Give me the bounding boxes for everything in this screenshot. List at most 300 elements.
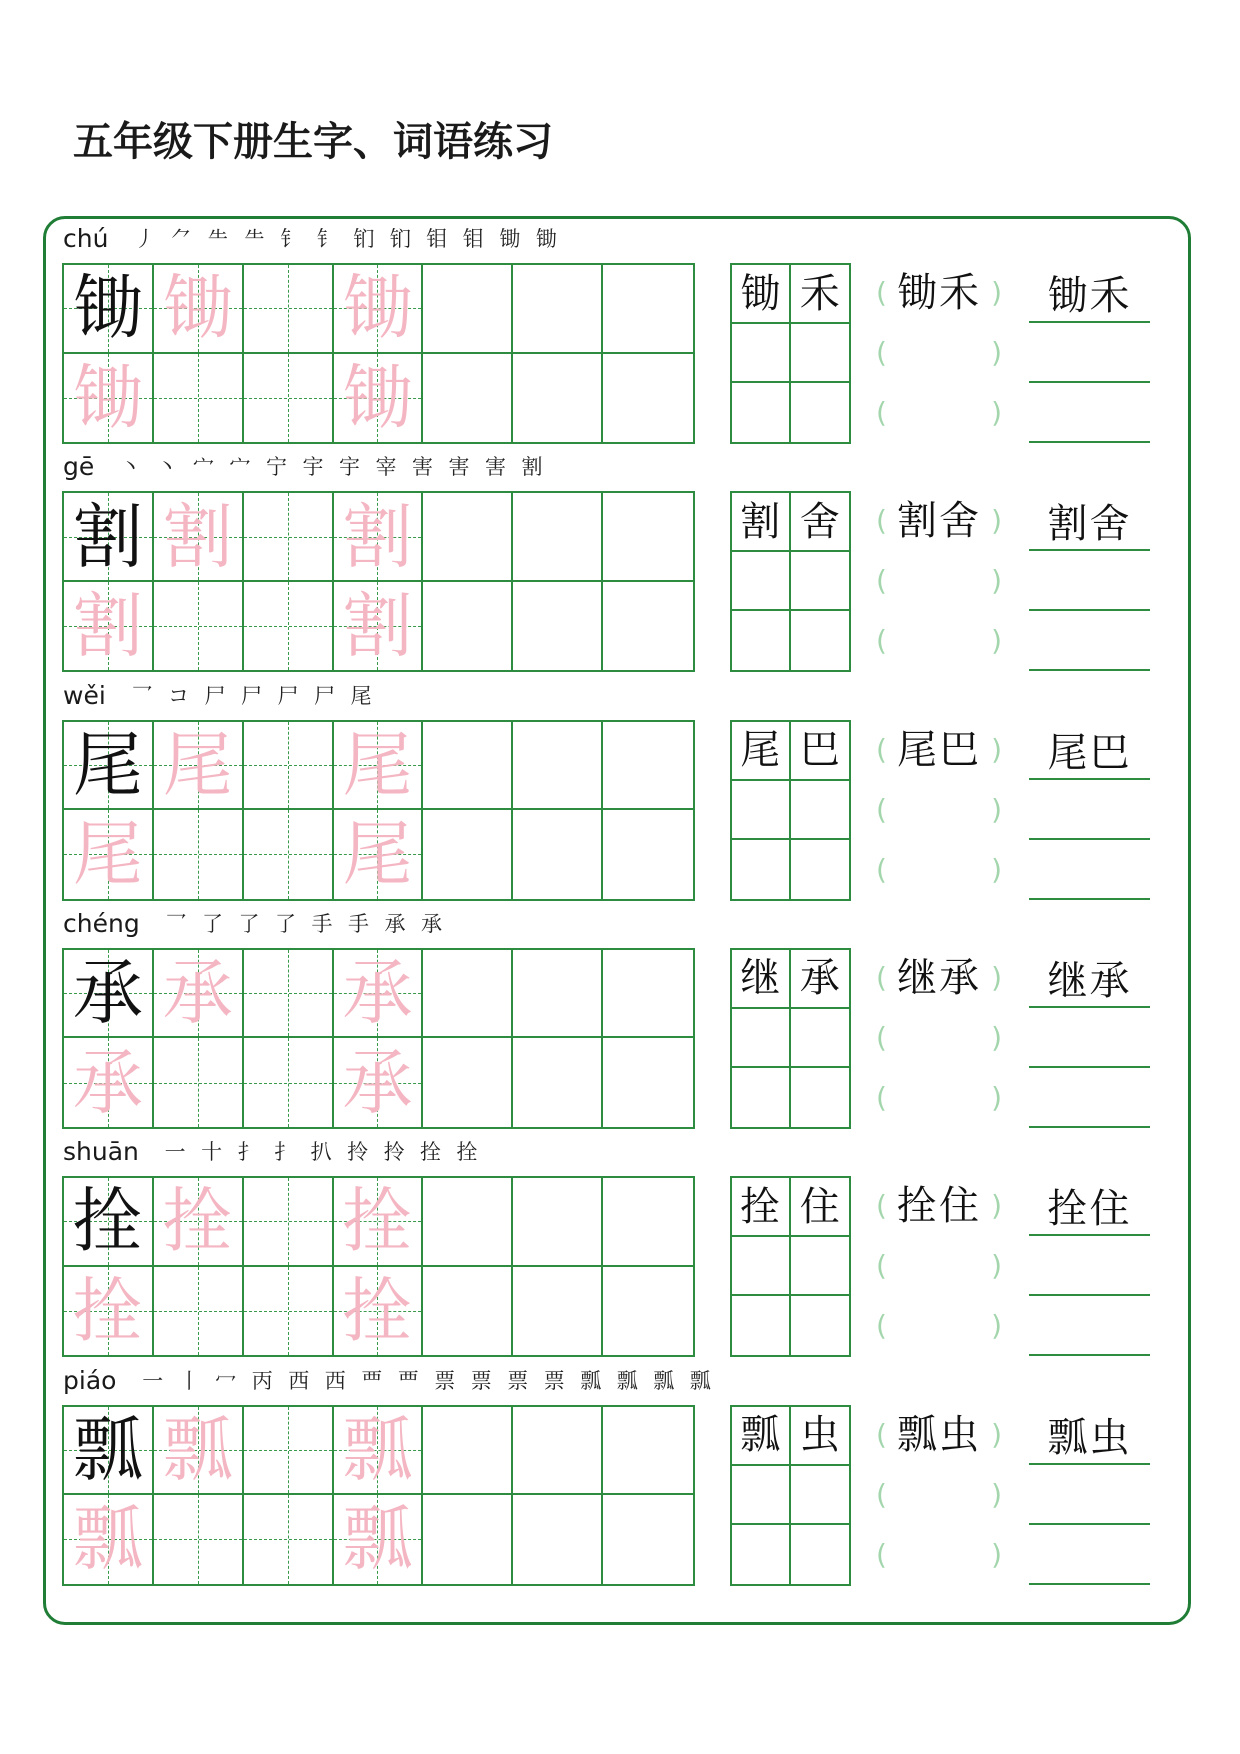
stroke-step: コ bbox=[168, 683, 190, 708]
stroke-step: 瓢 bbox=[689, 1368, 711, 1393]
word-bracket-row bbox=[872, 491, 1006, 551]
grid-cell bbox=[154, 950, 244, 1039]
stroke-step: 丙 bbox=[251, 1368, 273, 1393]
stroke-step: ⺧ bbox=[243, 227, 265, 251]
grid-cell bbox=[334, 1038, 424, 1127]
grid-cell bbox=[64, 1178, 154, 1267]
word-underline-row bbox=[1029, 1465, 1150, 1525]
grid-cell bbox=[334, 810, 424, 899]
stroke-order-sequence bbox=[124, 683, 380, 709]
word-bracket-row bbox=[872, 1405, 1006, 1465]
word-underline-row bbox=[1029, 1405, 1150, 1465]
stroke-step: 害 bbox=[448, 455, 470, 480]
grid-cell bbox=[513, 950, 603, 1039]
stroke-step: 扌 bbox=[274, 1140, 296, 1165]
tracing-grid bbox=[62, 948, 695, 1129]
word-bracket-column bbox=[872, 1176, 1006, 1357]
page-title: 五年级下册生字、词语练习 bbox=[73, 119, 553, 165]
word-bracket-row bbox=[872, 323, 1006, 383]
grid-cell bbox=[513, 1407, 603, 1496]
bracket-open: ( bbox=[876, 960, 887, 994]
practice-section bbox=[0, 454, 1240, 676]
word-grid bbox=[730, 491, 851, 672]
grid-cell bbox=[513, 265, 603, 354]
stroke-step: 手 bbox=[347, 911, 369, 936]
word-grid-cell bbox=[791, 1009, 850, 1068]
bracket-close: ) bbox=[991, 1020, 1002, 1054]
grid-cell bbox=[64, 1495, 154, 1584]
stroke-step: 丿 bbox=[134, 227, 156, 251]
word-bracket-row bbox=[872, 948, 1006, 1008]
stroke-step: 瓢 bbox=[580, 1368, 602, 1393]
stroke-step: 钅 bbox=[280, 227, 302, 251]
stroke-step: 乛 bbox=[131, 683, 153, 708]
grid-cell bbox=[244, 1178, 334, 1267]
bracket-word-text: 拴住 bbox=[897, 1183, 981, 1230]
pinyin-row bbox=[63, 908, 450, 938]
bracket-open: ( bbox=[876, 852, 887, 886]
grid-cell bbox=[603, 810, 693, 899]
grid-cell bbox=[423, 810, 513, 899]
grid-cell bbox=[154, 354, 244, 443]
stroke-step: 丶 bbox=[120, 455, 141, 480]
grid-cell bbox=[244, 493, 334, 582]
trace-character: 承 bbox=[342, 952, 413, 1035]
grid-cell bbox=[334, 1267, 424, 1356]
grid-cell bbox=[603, 1178, 693, 1267]
grid-cell bbox=[513, 1495, 603, 1584]
word-underline-row bbox=[1029, 611, 1150, 671]
grid-cell bbox=[244, 722, 334, 811]
bracket-close: ) bbox=[991, 564, 1002, 598]
stroke-step: 尾 bbox=[350, 683, 372, 708]
bracket-open: ( bbox=[876, 1189, 887, 1223]
stroke-step: 锄 bbox=[535, 227, 557, 251]
trace-character: 瓢 bbox=[162, 1408, 233, 1491]
stroke-step: 钼 bbox=[426, 227, 448, 251]
practice-section bbox=[0, 908, 1240, 1133]
bracket-word-text: 继承 bbox=[897, 954, 981, 1001]
grid-cell bbox=[244, 1495, 334, 1584]
stroke-step: 丶 bbox=[156, 455, 178, 480]
trace-character: 割 bbox=[342, 495, 413, 578]
stroke-step: 钅 bbox=[316, 227, 338, 251]
stroke-step: 宇 bbox=[339, 455, 360, 480]
grid-cell bbox=[423, 582, 513, 671]
pinyin-label: chú bbox=[63, 224, 109, 253]
word-grid-cell bbox=[791, 611, 850, 670]
pinyin-row bbox=[63, 1365, 718, 1395]
word-bracket-column bbox=[872, 948, 1006, 1129]
stroke-order-sequence bbox=[134, 1368, 718, 1394]
grid-cell bbox=[603, 582, 693, 671]
bracket-open: ( bbox=[876, 276, 887, 309]
word-grid bbox=[730, 720, 851, 901]
stroke-step: 扌 bbox=[237, 1140, 259, 1165]
grid-cell bbox=[423, 950, 513, 1039]
bracket-open: ( bbox=[876, 396, 887, 429]
trace-character: 尾 bbox=[342, 813, 413, 896]
bracket-open: ( bbox=[876, 732, 887, 766]
grid-cell bbox=[423, 722, 513, 811]
grid-cell bbox=[334, 722, 424, 811]
bracket-open: ( bbox=[876, 1080, 887, 1114]
grid-cell bbox=[154, 265, 244, 354]
word-bracket-row bbox=[872, 840, 1006, 900]
stroke-order-sequence bbox=[112, 454, 550, 480]
word-underline-row bbox=[1029, 1008, 1150, 1068]
bracket-close: ) bbox=[991, 1417, 1002, 1451]
grid-cell bbox=[154, 1495, 244, 1584]
word-underline-row bbox=[1029, 948, 1150, 1008]
stroke-step: 票 bbox=[543, 1368, 565, 1393]
word-grid-cell bbox=[791, 324, 850, 383]
word-underline-row bbox=[1029, 1236, 1150, 1296]
word-underline-column bbox=[1029, 1405, 1150, 1586]
word-underline-row bbox=[1029, 780, 1150, 840]
stroke-step: 了 bbox=[274, 911, 296, 936]
stroke-step: 害 bbox=[412, 455, 433, 480]
word-underline-column bbox=[1029, 263, 1150, 444]
stroke-step: 尸 bbox=[314, 683, 336, 708]
trace-character: 承 bbox=[162, 952, 233, 1035]
stroke-order-sequence bbox=[157, 1139, 486, 1165]
grid-cell bbox=[423, 354, 513, 443]
grid-cell bbox=[244, 950, 334, 1039]
grid-cell bbox=[334, 265, 424, 354]
grid-cell bbox=[423, 1178, 513, 1267]
underline-word-text: 继承 bbox=[1047, 957, 1132, 1004]
underline-word-text: 尾巴 bbox=[1047, 729, 1132, 776]
grid-cell bbox=[244, 1038, 334, 1127]
stroke-step: 了 bbox=[238, 911, 260, 936]
grid-cell bbox=[64, 1267, 154, 1356]
trace-character: 拴 bbox=[342, 1180, 413, 1263]
trace-character: 拴 bbox=[162, 1180, 233, 1263]
stroke-step: 宰 bbox=[375, 455, 397, 480]
bracket-close: ) bbox=[991, 504, 1002, 538]
grid-cell bbox=[64, 493, 154, 582]
bracket-close: ) bbox=[991, 624, 1002, 658]
grid-cell bbox=[244, 354, 334, 443]
grid-cell bbox=[64, 950, 154, 1039]
word-grid-cell: 禾 bbox=[791, 265, 850, 324]
word-bracket-row bbox=[872, 1236, 1006, 1296]
grid-cell bbox=[244, 265, 334, 354]
bracket-close: ) bbox=[991, 1537, 1002, 1571]
bracket-close: ) bbox=[991, 732, 1002, 766]
trace-character: 割 bbox=[72, 585, 143, 668]
trace-character: 尾 bbox=[342, 723, 413, 806]
word-grid bbox=[730, 1176, 851, 1357]
bracket-open: ( bbox=[876, 792, 887, 826]
word-grid-cell: 巴 bbox=[791, 722, 850, 781]
grid-cell bbox=[64, 1407, 154, 1496]
word-grid-cell bbox=[791, 1525, 850, 1584]
pinyin-label: wěi bbox=[63, 680, 106, 710]
grid-cell bbox=[154, 810, 244, 899]
grid-cell bbox=[603, 1407, 693, 1496]
grid-cell bbox=[154, 1038, 244, 1127]
stroke-step: 拴 bbox=[420, 1140, 442, 1165]
bracket-close: ) bbox=[991, 1189, 1002, 1223]
bracket-word-text: 锄禾 bbox=[897, 270, 981, 316]
word-grid-cell bbox=[732, 1237, 791, 1296]
word-bracket-column bbox=[872, 1405, 1006, 1586]
trace-character: 尾 bbox=[162, 723, 233, 806]
word-bracket-row bbox=[872, 1465, 1006, 1525]
stroke-step: 拎 bbox=[383, 1140, 405, 1165]
word-grid-cell bbox=[732, 1009, 791, 1068]
stroke-step: 承 bbox=[420, 911, 442, 936]
stroke-step: 宁 bbox=[266, 455, 287, 480]
bracket-word-text: 瓢虫 bbox=[897, 1411, 981, 1458]
bracket-close: ) bbox=[991, 396, 1002, 429]
pinyin-row bbox=[63, 680, 379, 710]
word-bracket-row bbox=[872, 1525, 1006, 1585]
bracket-open: ( bbox=[876, 1020, 887, 1054]
grid-cell bbox=[64, 354, 154, 443]
word-underline-column bbox=[1029, 491, 1150, 672]
grid-cell bbox=[334, 1178, 424, 1267]
word-grid-cell: 舍 bbox=[791, 493, 850, 552]
grid-cell bbox=[154, 493, 244, 582]
stroke-step: 承 bbox=[384, 911, 406, 936]
grid-cell bbox=[334, 582, 424, 671]
word-grid-cell bbox=[791, 1466, 850, 1525]
stroke-step: 了 bbox=[201, 911, 223, 936]
grid-cell bbox=[513, 1178, 603, 1267]
word-bracket-row bbox=[872, 263, 1006, 323]
bracket-word-text: 尾巴 bbox=[897, 726, 981, 773]
trace-character: 锄 bbox=[162, 267, 233, 350]
grid-cell bbox=[603, 265, 693, 354]
model-character: 尾 bbox=[72, 723, 143, 806]
tracing-grid bbox=[62, 1405, 695, 1586]
grid-cell bbox=[603, 1267, 693, 1356]
bracket-open: ( bbox=[876, 1477, 887, 1511]
grid-cell bbox=[154, 1178, 244, 1267]
grid-cell bbox=[334, 1495, 424, 1584]
stroke-step: 锄 bbox=[499, 227, 521, 251]
grid-cell bbox=[423, 1407, 513, 1496]
trace-character: 拴 bbox=[72, 1269, 143, 1352]
stroke-step: 拴 bbox=[456, 1140, 478, 1165]
grid-cell bbox=[603, 354, 693, 443]
word-grid-cell bbox=[732, 552, 791, 611]
grid-cell bbox=[513, 493, 603, 582]
grid-cell bbox=[423, 493, 513, 582]
grid-cell bbox=[423, 1038, 513, 1127]
stroke-step: 瓢 bbox=[616, 1368, 638, 1393]
word-grid-cell bbox=[791, 1237, 850, 1296]
pinyin-row bbox=[63, 1139, 485, 1165]
grid-cell bbox=[244, 1267, 334, 1356]
grid-cell bbox=[513, 354, 603, 443]
grid-cell bbox=[244, 810, 334, 899]
word-grid-cell: 割 bbox=[732, 493, 791, 552]
stroke-step: 票 bbox=[434, 1368, 456, 1393]
stroke-step: 西 bbox=[288, 1368, 310, 1393]
underline-word-text: 拴住 bbox=[1047, 1186, 1132, 1233]
word-bracket-row bbox=[872, 780, 1006, 840]
word-grid-cell: 虫 bbox=[791, 1407, 850, 1466]
stroke-step: 尸 bbox=[277, 683, 299, 708]
stroke-step: ⺧ bbox=[207, 227, 229, 251]
grid-cell bbox=[64, 582, 154, 671]
word-bracket-column bbox=[872, 491, 1006, 672]
word-grid bbox=[730, 263, 851, 444]
pinyin-row bbox=[63, 454, 550, 480]
stroke-step: 宇 bbox=[302, 455, 324, 480]
word-underline-row bbox=[1029, 551, 1150, 611]
grid-cell bbox=[64, 1038, 154, 1127]
grid-cell bbox=[154, 1407, 244, 1496]
word-underline-column bbox=[1029, 948, 1150, 1129]
word-underline-row bbox=[1029, 1296, 1150, 1356]
stroke-step: 乛 bbox=[165, 911, 187, 936]
grid-cell bbox=[64, 810, 154, 899]
trace-character: 瓢 bbox=[72, 1498, 143, 1581]
trace-character: 瓢 bbox=[342, 1498, 413, 1581]
stroke-step: 害 bbox=[485, 455, 506, 480]
word-grid-cell bbox=[791, 383, 850, 442]
practice-section bbox=[0, 680, 1240, 905]
bracket-close: ) bbox=[991, 276, 1002, 309]
word-grid-cell: 承 bbox=[791, 950, 850, 1009]
word-grid-cell bbox=[732, 840, 791, 899]
stroke-step: 一 bbox=[142, 1368, 164, 1393]
word-grid-cell bbox=[791, 1068, 850, 1127]
grid-cell bbox=[603, 493, 693, 582]
word-bracket-row bbox=[872, 383, 1006, 443]
word-underline-column bbox=[1029, 1176, 1150, 1357]
pinyin-label: piáo bbox=[63, 1365, 117, 1395]
word-bracket-column bbox=[872, 720, 1006, 901]
bracket-open: ( bbox=[876, 1417, 887, 1451]
word-underline-row bbox=[1029, 323, 1150, 383]
bracket-close: ) bbox=[991, 1477, 1002, 1511]
model-character: 割 bbox=[72, 495, 143, 578]
grid-cell bbox=[603, 1038, 693, 1127]
grid-cell bbox=[64, 722, 154, 811]
word-grid-cell: 继 bbox=[732, 950, 791, 1009]
underline-word-text: 锄禾 bbox=[1047, 273, 1132, 319]
word-bracket-row bbox=[872, 1008, 1006, 1068]
stroke-step: 十 bbox=[201, 1140, 223, 1165]
bracket-close: ) bbox=[991, 960, 1002, 994]
grid-cell bbox=[154, 1267, 244, 1356]
grid-cell bbox=[334, 493, 424, 582]
word-bracket-row bbox=[872, 1176, 1006, 1236]
grid-cell bbox=[513, 722, 603, 811]
practice-section bbox=[0, 1139, 1240, 1361]
word-grid-cell bbox=[732, 781, 791, 840]
practice-section bbox=[0, 1365, 1240, 1590]
word-grid-cell: 拴 bbox=[732, 1178, 791, 1237]
grid-cell bbox=[154, 582, 244, 671]
grid-cell bbox=[513, 810, 603, 899]
bracket-close: ) bbox=[991, 336, 1002, 369]
word-underline-row bbox=[1029, 1068, 1150, 1128]
underline-word-text: 瓢虫 bbox=[1047, 1414, 1132, 1461]
trace-character: 锄 bbox=[72, 356, 143, 439]
bracket-close: ) bbox=[991, 1080, 1002, 1114]
word-grid-cell bbox=[732, 611, 791, 670]
trace-character: 锄 bbox=[342, 267, 413, 350]
model-character: 瓢 bbox=[72, 1408, 143, 1491]
stroke-order-sequence bbox=[158, 911, 450, 937]
stroke-step: 一 bbox=[164, 1140, 186, 1165]
stroke-step: 丨 bbox=[178, 1368, 200, 1393]
word-grid-cell bbox=[791, 552, 850, 611]
stroke-step: 割 bbox=[521, 455, 543, 480]
stroke-step: 覀 bbox=[397, 1368, 419, 1393]
stroke-step: 宀 bbox=[229, 455, 251, 480]
word-underline-row bbox=[1029, 263, 1150, 323]
stroke-step: 宀 bbox=[193, 455, 214, 480]
trace-character: 尾 bbox=[72, 813, 143, 896]
word-bracket-row bbox=[872, 611, 1006, 671]
word-grid-cell bbox=[732, 1296, 791, 1355]
stroke-step: 手 bbox=[311, 911, 333, 936]
grid-cell bbox=[513, 1267, 603, 1356]
grid-cell bbox=[64, 265, 154, 354]
bracket-close: ) bbox=[991, 792, 1002, 826]
word-bracket-row bbox=[872, 551, 1006, 611]
stroke-step: 尸 bbox=[204, 683, 226, 708]
model-character: 拴 bbox=[72, 1180, 143, 1263]
grid-cell bbox=[603, 950, 693, 1039]
word-grid-cell bbox=[791, 840, 850, 899]
bracket-close: ) bbox=[991, 1309, 1002, 1343]
bracket-open: ( bbox=[876, 1309, 887, 1343]
trace-character: 拴 bbox=[342, 1269, 413, 1352]
bracket-open: ( bbox=[876, 564, 887, 598]
word-bracket-row bbox=[872, 1068, 1006, 1128]
trace-character: 割 bbox=[162, 495, 233, 578]
grid-cell bbox=[603, 1495, 693, 1584]
tracing-grid bbox=[62, 263, 695, 444]
tracing-grid bbox=[62, 491, 695, 672]
word-grid bbox=[730, 948, 851, 1129]
tracing-grid bbox=[62, 1176, 695, 1357]
pinyin-label: chéng bbox=[63, 908, 140, 938]
grid-cell bbox=[513, 1038, 603, 1127]
stroke-step: 西 bbox=[324, 1368, 346, 1393]
stroke-step: 票 bbox=[507, 1368, 529, 1393]
bracket-word-text: 割舍 bbox=[897, 498, 981, 545]
word-bracket-column bbox=[872, 263, 1006, 444]
word-underline-row bbox=[1029, 491, 1150, 551]
grid-cell bbox=[154, 722, 244, 811]
word-grid-cell: 锄 bbox=[732, 265, 791, 324]
word-grid-cell bbox=[732, 324, 791, 383]
word-grid-cell: 尾 bbox=[732, 722, 791, 781]
grid-cell bbox=[423, 265, 513, 354]
grid-cell bbox=[423, 1267, 513, 1356]
word-grid-cell: 瓢 bbox=[732, 1407, 791, 1466]
stroke-step: 冖 bbox=[215, 1368, 237, 1393]
grid-cell bbox=[423, 1495, 513, 1584]
trace-character: 锄 bbox=[342, 356, 413, 439]
word-grid-cell bbox=[732, 1525, 791, 1584]
word-grid bbox=[730, 1405, 851, 1586]
bracket-open: ( bbox=[876, 1249, 887, 1283]
word-bracket-row bbox=[872, 1296, 1006, 1356]
grid-cell bbox=[244, 582, 334, 671]
word-underline-row bbox=[1029, 720, 1150, 780]
